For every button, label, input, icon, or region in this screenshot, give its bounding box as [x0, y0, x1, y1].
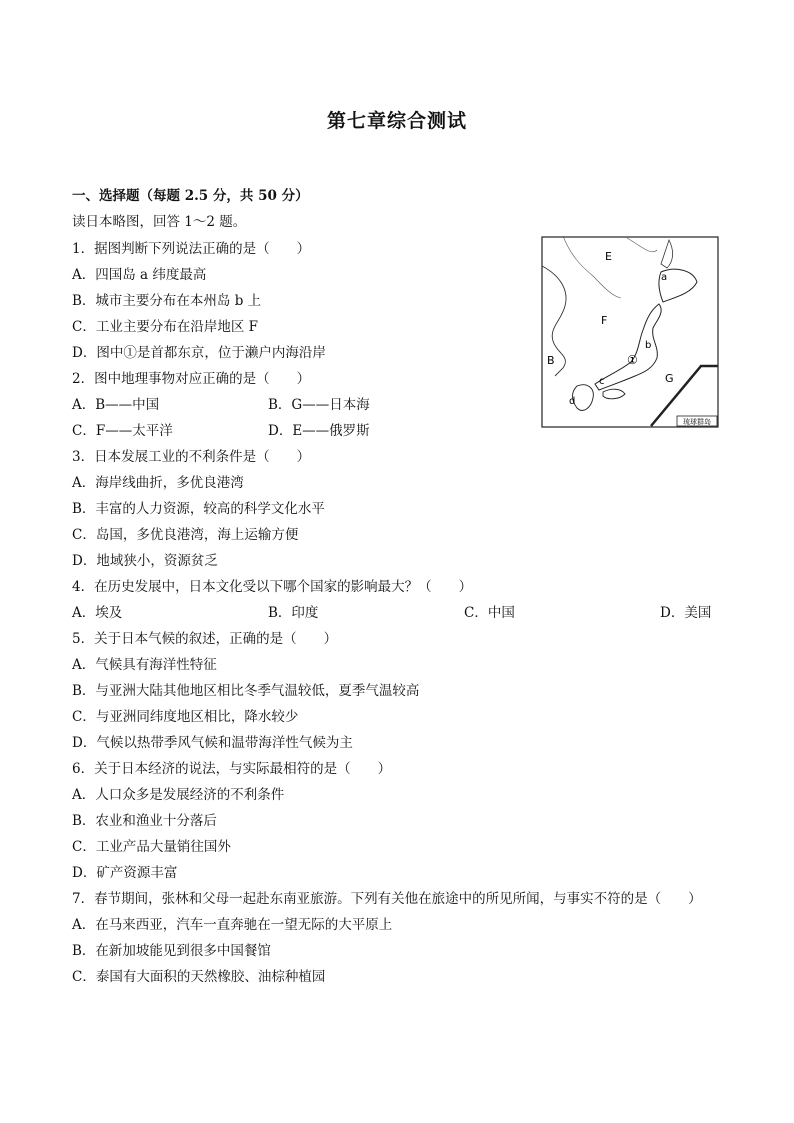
question-4-option-a: A．埃及	[72, 605, 123, 621]
question-2-option-d: D．E——俄罗斯	[268, 423, 370, 439]
question-1-option-b: B．城市主要分布在本州岛 b 上	[72, 293, 262, 309]
map-label-f: F	[601, 314, 608, 327]
question-6-option-c: C．工业产品大量销往国外	[72, 839, 231, 855]
question-3-option-a: A．海岸线曲折，多优良港湾	[72, 475, 244, 491]
inset-label: 琉球群岛	[683, 418, 711, 426]
question-3-option-d: D．地域狭小，资源贫乏	[72, 553, 218, 569]
question-1-option-c: C．工业主要分布在沿岸地区 F	[72, 319, 258, 335]
question-6-option-d: D．矿产资源丰富	[72, 865, 178, 881]
question-2-option-b: B．G——日本海	[268, 397, 370, 413]
map-label-b: b	[645, 340, 652, 351]
question-2-stem: 2．图中地理事物对应正确的是（ ）	[72, 371, 311, 387]
question-7-option-b: B．在新加坡能见到很多中国餐馆	[72, 943, 271, 959]
question-2-option-c: C．F——太平洋	[72, 423, 173, 439]
question-5-stem: 5．关于日本气候的叙述，正确的是（ ）	[72, 631, 338, 647]
japan-sketch-map	[541, 236, 719, 428]
section-heading: 一、选择题（每题 2.5 分，共 50 分）	[72, 188, 309, 204]
question-6-option-a: A．人口众多是发展经济的不利条件	[72, 787, 285, 803]
question-5-option-b: B．与亚洲大陆其他地区相比冬季气温较低，夏季气温较高	[72, 683, 420, 699]
question-4-stem: 4．在历史发展中，日本文化受以下哪个国家的影响最大？（ ）	[72, 579, 473, 595]
map-instruction: 读日本略图，回答 1～2 题。	[72, 214, 247, 230]
question-3-option-b: B．丰富的人力资源，较高的科学文化水平	[72, 501, 325, 517]
question-3-stem: 3．日本发展工业的不利条件是（ ）	[72, 449, 311, 465]
question-2-option-a: A．B——中国	[72, 397, 160, 413]
question-7-option-c: C．泰国有大面积的天然橡胶、油棕种植园	[72, 969, 326, 985]
map-label-big-b: B	[547, 354, 555, 367]
question-1-option-a: A．四国岛 a 纬度最高	[72, 267, 207, 283]
question-4-option-b: B．印度	[268, 605, 319, 621]
question-1-option-d: D．图中①是首都东京，位于濑户内海沿岸	[72, 345, 326, 361]
question-1-stem: 1．据图判断下列说法正确的是（ ）	[72, 241, 311, 257]
map-label-g: G	[665, 372, 674, 385]
map-label-a: a	[661, 272, 668, 283]
question-4-option-d: D．美国	[660, 605, 712, 621]
page-title: 第七章综合测试	[326, 110, 467, 132]
map-label-c: c	[599, 376, 605, 387]
question-5-option-a: A．气候具有海洋性特征	[72, 657, 217, 673]
question-5-option-c: C．与亚洲同纬度地区相比，降水较少	[72, 709, 299, 725]
question-7-option-a: A．在马来西亚，汽车一直奔驰在一望无际的大平原上	[72, 917, 393, 933]
map-label-e: E	[605, 250, 612, 263]
question-3-option-c: C．岛国，多优良港湾，海上运输方便	[72, 527, 299, 543]
question-6-stem: 6．关于日本经济的说法，与实际最相符的是（ ）	[72, 761, 392, 777]
map-label-d: d	[569, 396, 576, 407]
map-label-capital: ①	[627, 353, 638, 367]
question-4-option-c: C．中国	[464, 605, 515, 621]
question-6-option-b: B．农业和渔业十分落后	[72, 813, 217, 829]
question-7-stem: 7．春节期间，张林和父母一起赴东南亚旅游。下列有关他在旅途中的所见所闻，与事实不符的是（ ）	[72, 891, 702, 907]
question-4-options-row	[72, 600, 732, 626]
question-5-option-d: D．气候以热带季风气候和温带海洋性气候为主	[72, 735, 353, 751]
